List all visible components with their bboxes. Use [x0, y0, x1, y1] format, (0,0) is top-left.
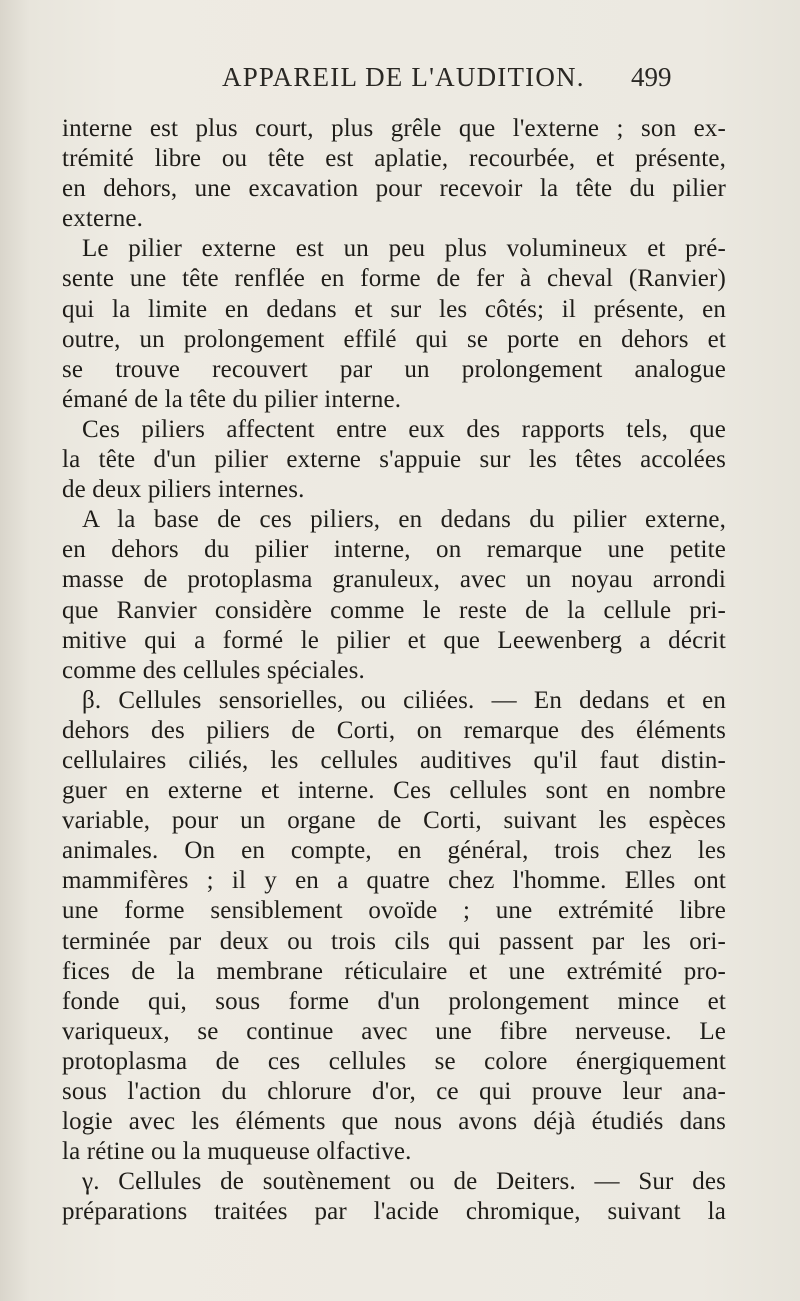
page-number: 499	[631, 62, 672, 92]
text-line: mitive qui a formé le pilier et que Leewenberg a décrit	[62, 626, 726, 654]
text-line: cellulaires ciliés, les cellules auditives qu'il faut distin-	[62, 746, 726, 774]
text-line: masse de protoplasma granuleux, avec un noyau arrondi	[62, 566, 726, 594]
text-line: en dehors, une excavation pour recevoir la tête du pilier	[62, 175, 726, 203]
text-line: que Ranvier considère comme le reste de la cellule pri-	[62, 596, 726, 624]
text-line: mammifères ; il y en a quatre chez l'homme. Elles ont	[62, 867, 726, 895]
text-line: une forme sensiblement ovoïde ; une extrémité libre	[62, 897, 726, 925]
text-line: comme des cellules spéciales.	[62, 656, 365, 684]
text-line: dehors des piliers de Corti, on remarque des éléments	[62, 716, 726, 744]
text-line: variable, pour un organe de Corti, suivant les espèces	[62, 807, 726, 835]
text-line: la tête d'un pilier externe s'appuie sur les têtes accolées	[62, 446, 726, 474]
section-beta-heading-line: β. Cellules sensorielles, ou ciliées. — En dedans et en	[82, 686, 726, 714]
text-line: qui la limite en dedans et sur les côtés; il présente, en	[62, 295, 726, 323]
paragraph-start-line: Le pilier externe est un peu plus volumineux et pré-	[82, 235, 726, 263]
text-line: trémité libre ou tête est aplatie, recourbée, et présente,	[62, 145, 726, 173]
text-line: en dehors du pilier interne, on remarque une petite	[62, 536, 726, 564]
text-line: variqueux, se continue avec une fibre nerveuse. Le	[62, 1017, 726, 1045]
paragraph-start-line: A la base de ces piliers, en dedans du pilier externe,	[82, 506, 726, 534]
text-line: animales. On en compte, en général, trois chez les	[62, 837, 726, 865]
text-line: sente une tête renflée en forme de fer à cheval (Ranvier)	[62, 265, 726, 293]
text-line: la rétine ou la muqueuse olfactive.	[62, 1138, 412, 1166]
section-gamma-heading-line: γ. Cellules de soutènement ou de Deiters. — Sur des	[82, 1168, 726, 1196]
running-head	[0, 62, 800, 102]
text-line: externe.	[62, 205, 144, 233]
text-line: se trouve recouvert par un prolongement analogue	[62, 355, 726, 383]
text-line: outre, un prolongement effilé qui se porte en dehors et	[62, 325, 726, 353]
text-line: interne est plus court, plus grêle que l'externe ; son ex-	[62, 115, 726, 142]
text-line: fonde qui, sous forme d'un prolongement mince et	[62, 987, 726, 1015]
text-line: logie avec les éléments que nous avons déjà étudiés dans	[62, 1108, 726, 1136]
chapter-title: APPAREIL DE L'AUDITION.	[222, 62, 585, 92]
text-line: sous l'action du chlorure d'or, ce qui prouve leur ana-	[62, 1078, 726, 1105]
text-line: émané de la tête du pilier interne.	[62, 385, 402, 413]
text-line: terminée par deux ou trois cils qui passent par les ori-	[62, 927, 726, 955]
paragraph-start-line: Ces piliers affectent entre eux des rapports tels, que	[82, 415, 726, 443]
text-line: protoplasma de ces cellules se colore énergiquement	[62, 1047, 726, 1075]
text-line: guer en externe et interne. Ces cellules sont en nombre	[62, 777, 726, 805]
text-line: de deux piliers internes.	[62, 476, 305, 504]
text-line: fices de la membrane réticulaire et une extrémité pro-	[62, 957, 726, 985]
text-line: préparations traitées par l'acide chromique, suivant la	[62, 1198, 726, 1226]
body-text	[62, 114, 726, 1227]
